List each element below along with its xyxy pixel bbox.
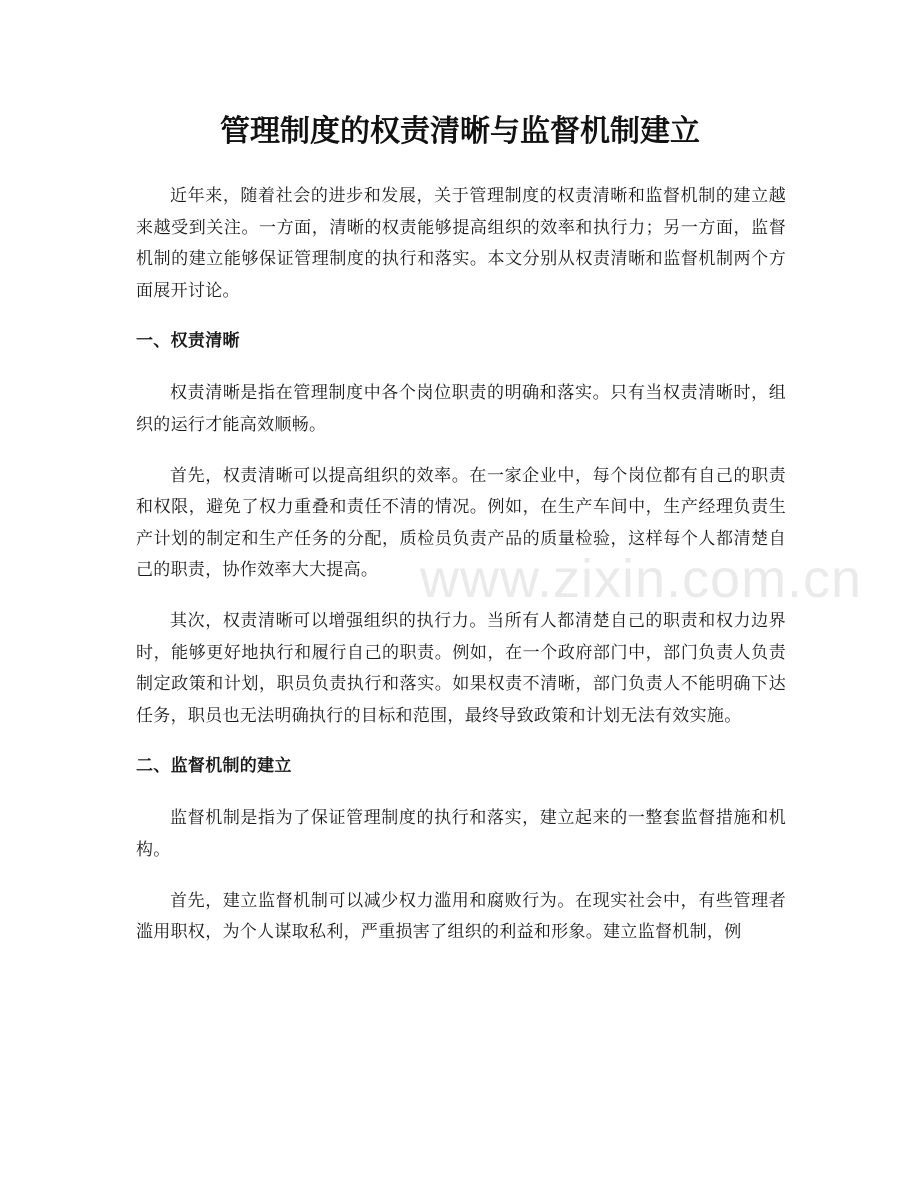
section1-paragraph-3: 其次，权责清晰可以增强组织的执行力。当所有人都清楚自己的职责和权力边界时，能够更好地执行和履行自己的职责。例如，在一个政府部门中，部门负责人负责制定政策和计划，职员负责执行和落实。如果权责不清晰，部门负责人不能明确下达任务，职员也无法明确执行的目标和范围，最终导致政策和计划无法有效实施。 <box>136 610 786 726</box>
section2-paragraph-1: 监督机制是指为了保证管理制度的执行和落实，建立起来的一整套监督措施和机构。 <box>136 808 786 860</box>
section-heading-2: 二、监督机制的建立 <box>136 756 292 777</box>
document-title: 管理制度的权责清晰与监督机制建立 <box>220 114 700 149</box>
section1-paragraph-1: 权责清晰是指在管理制度中各个岗位职责的明确和落实。只有当权责清晰时，组织的运行才能高效顺畅。 <box>136 383 786 435</box>
section-heading-1: 一、权责清晰 <box>136 331 240 352</box>
watermark-text: www.zixin.com.cn <box>420 549 863 609</box>
section1-paragraph-2: 首先，权责清晰可以提高组织的效率。在一家企业中，每个岗位都有自己的职责和权限，避免了权力重叠和责任不清的情况。例如，在生产车间中，生产经理负责生产计划的制定和生产任务的分配，质检员负责产品的质量检验，这样每个人都清楚自己的职责，协作效率大大提高。 <box>136 465 786 581</box>
intro-paragraph: 近年来，随着社会的进步和发展，关于管理制度的权责清晰和监督机制的建立越来越受到关注。一方面，清晰的权责能够提高组织的效率和执行力；另一方面，监督机制的建立能够保证管理制度的执行和落实。本文分别从权责清晰和监督机制两个方面展开讨论。 <box>136 186 786 301</box>
section2-paragraph-2: 首先，建立监督机制可以减少权力滥用和腐败行为。在现实社会中，有些管理者滥用职权，为个人谋取私利，严重损害了组织的利益和形象。建立监督机制，例 <box>136 890 786 943</box>
document-body <box>136 181 786 968</box>
